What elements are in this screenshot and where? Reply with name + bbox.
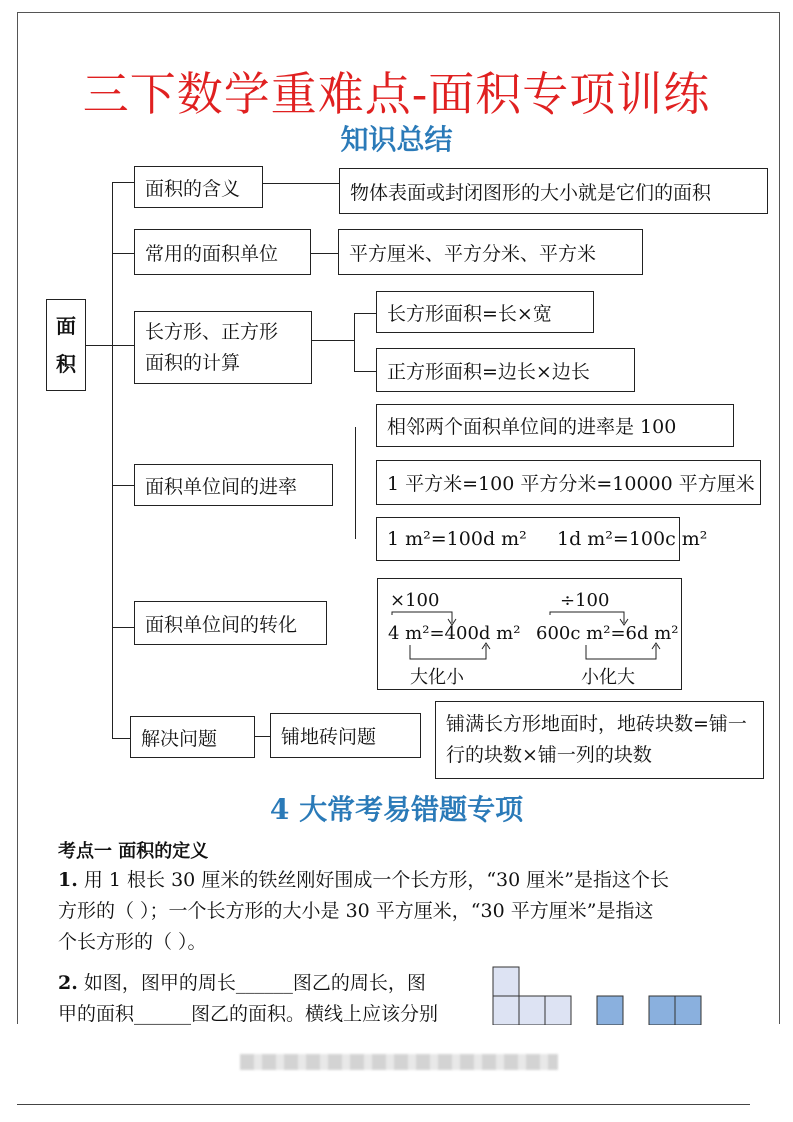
section-title-errors: 4 大常考易错题专项 [269, 793, 524, 826]
convert-left-op: ×100 [390, 590, 440, 611]
question-1: 1. 用 1 根长 30 厘米的铁丝刚好围成一个长方形，“30 厘米”是指这个长 方形的（ ）；一个长方形的大小是 30 平方厘米，“30 平方厘米”是指这 个长方形的（ ）。 [58, 869, 669, 953]
detail-rate-3: 1 m²=100d m² 1d m²=100c m² [376, 517, 680, 561]
node-convert: 面积单位间的转化 [134, 601, 327, 645]
mindmap-root [46, 299, 86, 391]
node-solve: 解决问题 [130, 716, 255, 758]
connector [311, 253, 338, 254]
detail-tile: 铺满长方形地面时，地砖块数=铺一行的块数×铺一列的块数 [435, 701, 764, 779]
question-number: 1. [58, 869, 78, 891]
connector [112, 345, 134, 346]
connector [86, 345, 112, 346]
section-title-knowledge: 知识总结 [340, 123, 453, 156]
root-char-2: 积 [56, 352, 76, 376]
convert-right-op: ÷100 [560, 590, 610, 611]
connector [354, 313, 355, 371]
page-title: 三下数学重难点-面积专项训练 [82, 67, 711, 121]
connector [112, 182, 134, 183]
convert-right-caption: 小化大 [581, 667, 635, 688]
node-meaning: 面积的含义 [134, 166, 263, 208]
kaodian-heading: 考点一 面积的定义 [58, 841, 209, 862]
divider-line [355, 427, 356, 539]
connector [112, 627, 134, 628]
convert-arrows [378, 579, 683, 691]
detail-rect-area: 长方形面积=长×宽 [376, 291, 594, 333]
convert-right-expr: 600c m²=6d m² [536, 623, 679, 644]
connector [112, 485, 134, 486]
connector [255, 736, 270, 737]
connector [354, 313, 376, 314]
root-char-1: 面 [56, 314, 76, 338]
node-tile: 铺地砖问题 [270, 713, 421, 758]
connector [354, 371, 376, 372]
detail-meaning: 物体表面或封闭图形的大小就是它们的面积 [339, 168, 768, 214]
page-footer-area [0, 1025, 793, 1122]
detail-convert [377, 578, 682, 690]
detail-square-area: 正方形面积=边长×边长 [376, 348, 635, 392]
node-units: 常用的面积单位 [134, 229, 311, 275]
detail-rate-2: 1 平方米=100 平方分米=10000 平方厘米 [376, 460, 761, 505]
question-2: 2. 如图，图甲的周长______图乙的周长，图 甲的面积______图乙的面积。横线上应该分别 [58, 972, 439, 1025]
node-rate: 面积单位间的进率 [134, 464, 333, 506]
convert-left-caption: 大化小 [410, 667, 464, 688]
node-calc: 长方形、正方形 面积的计算 [134, 311, 312, 384]
connector [112, 253, 134, 254]
connector [263, 183, 339, 184]
connector [312, 340, 354, 341]
bottom-rule [17, 1104, 750, 1105]
convert-left-expr: 4 m²=400d m² [388, 623, 521, 644]
trunk-line [112, 182, 113, 739]
blurred-watermark [240, 1054, 558, 1070]
question-number: 2. [58, 972, 78, 994]
detail-rate-1: 相邻两个面积单位间的进率是 100 [376, 404, 734, 447]
connector [112, 738, 130, 739]
detail-units: 平方厘米、平方分米、平方米 [338, 229, 643, 275]
